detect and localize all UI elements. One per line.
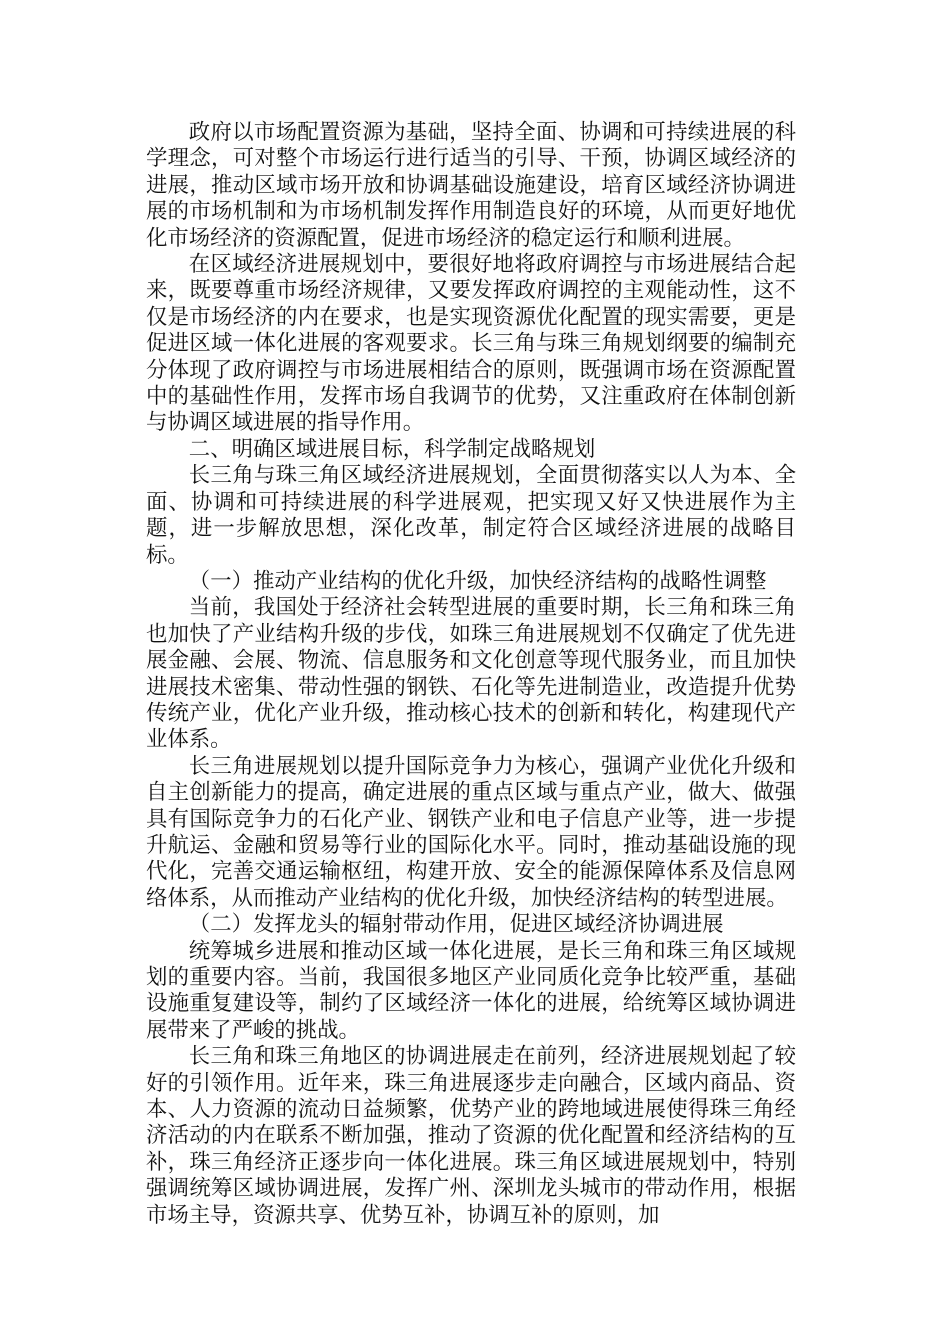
paragraph-3: 长三角与珠三角区域经济进展规划，全面贯彻落实以人为本、全面、协调和可持续进展的科学进展观，把实现又好又快进展作为主题，进一步解放思想，深化改革，制定符合区域经济进展的战略目标。 bbox=[146, 463, 796, 568]
paragraph-4: 当前，我国处于经济社会转型进展的重要时期，长三角和珠三角也加快了产业结构升级的步伐，如珠三角进展规划不仅确定了优先进展金融、会展、物流、信息服务和文化创意等现代服务业，而且加快进展技术密集、带动性强的钢铁、石化等先进制造业，改造提升优势传统产业，优化产业升级，推动核心技术的创新和转化，构建现代产业体系。 bbox=[146, 595, 796, 753]
paragraph-7: 长三角和珠三角地区的协调进展走在前列，经济进展规划起了较好的引领作用。近年来，珠三角进展逐步走向融合，区域内商品、资本、人力资源的流动日益频繁，优势产业的跨地域进展使得珠三角经济活动的内在联系不断加强，推动了资源的优化配置和经济结构的互补，珠三角经济正逐步向一体化进展。珠三角区域进展规划中，特别强调统筹区域协调进展，发挥广州、深圳龙头城市的带动作用，根据市场主导，资源共享、优势互补，协调互补的原则，加 bbox=[146, 1044, 796, 1228]
subsection-heading-1: （一）推动产业结构的优化升级，加快经济结构的战略性调整 bbox=[188, 568, 767, 594]
subsection-heading-2: （二）发挥龙头的辐射带动作用，促进区域经济协调进展 bbox=[188, 912, 724, 938]
section-heading-2: 二、明确区域进展目标，科学制定战略规划 bbox=[188, 436, 596, 462]
paragraph-6: 统筹城乡进展和推动区域一体化进展，是长三角和珠三角区域规划的重要内容。当前，我国很多地区产业同质化竞争比较严重，基础设施重复建设等，制约了区域经济一体化的进展，给统筹区域协调进展带来了严峻的挑战。 bbox=[146, 938, 796, 1043]
paragraph-5: 长三角进展规划以提升国际竞争力为核心，强调产业优化升级和自主创新能力的提高，确定进展的重点区域与重点产业，做大、做强具有国际竞争力的石化产业、钢铁产业和电子信息产业等，进一步提升航运、金融和贸易等行业的国际化水平。同时，推动基础设施的现代化，完善交通运输枢纽，构建开放、安全的能源保障体系及信息网络体系，从而推动产业结构的优化升级，加快经济结构的转型进展。 bbox=[146, 753, 796, 911]
paragraph-1: 政府以市场配置资源为基础，坚持全面、协调和可持续进展的科学理念，可对整个市场运行进行适当的引导、干预，协调区域经济的进展，推动区域市场开放和协调基础设施建设，培育区域经济协调进展的市场机制和为市场机制发挥作用制造良好的环境，从而更好地优化市场经济的资源配置，促进市场经济的稳定运行和顺利进展。 bbox=[146, 120, 796, 251]
document-page bbox=[146, 120, 796, 1229]
paragraph-2: 在区域经济进展规划中，要很好地将政府调控与市场进展结合起来，既要尊重市场经济规律，又要发挥政府调控的主观能动性，这不仅是市场经济的内在要求，也是实现资源优化配置的现实需要，更是促进区域一体化进展的客观要求。长三角与珠三角规划纲要的编制充分体现了政府调控与市场进展相结合的原则，既强调市场在资源配置中的基础性作用，发挥市场自我调节的优势，又注重政府在体制创新与协调区域进展的指导作用。 bbox=[146, 252, 796, 436]
